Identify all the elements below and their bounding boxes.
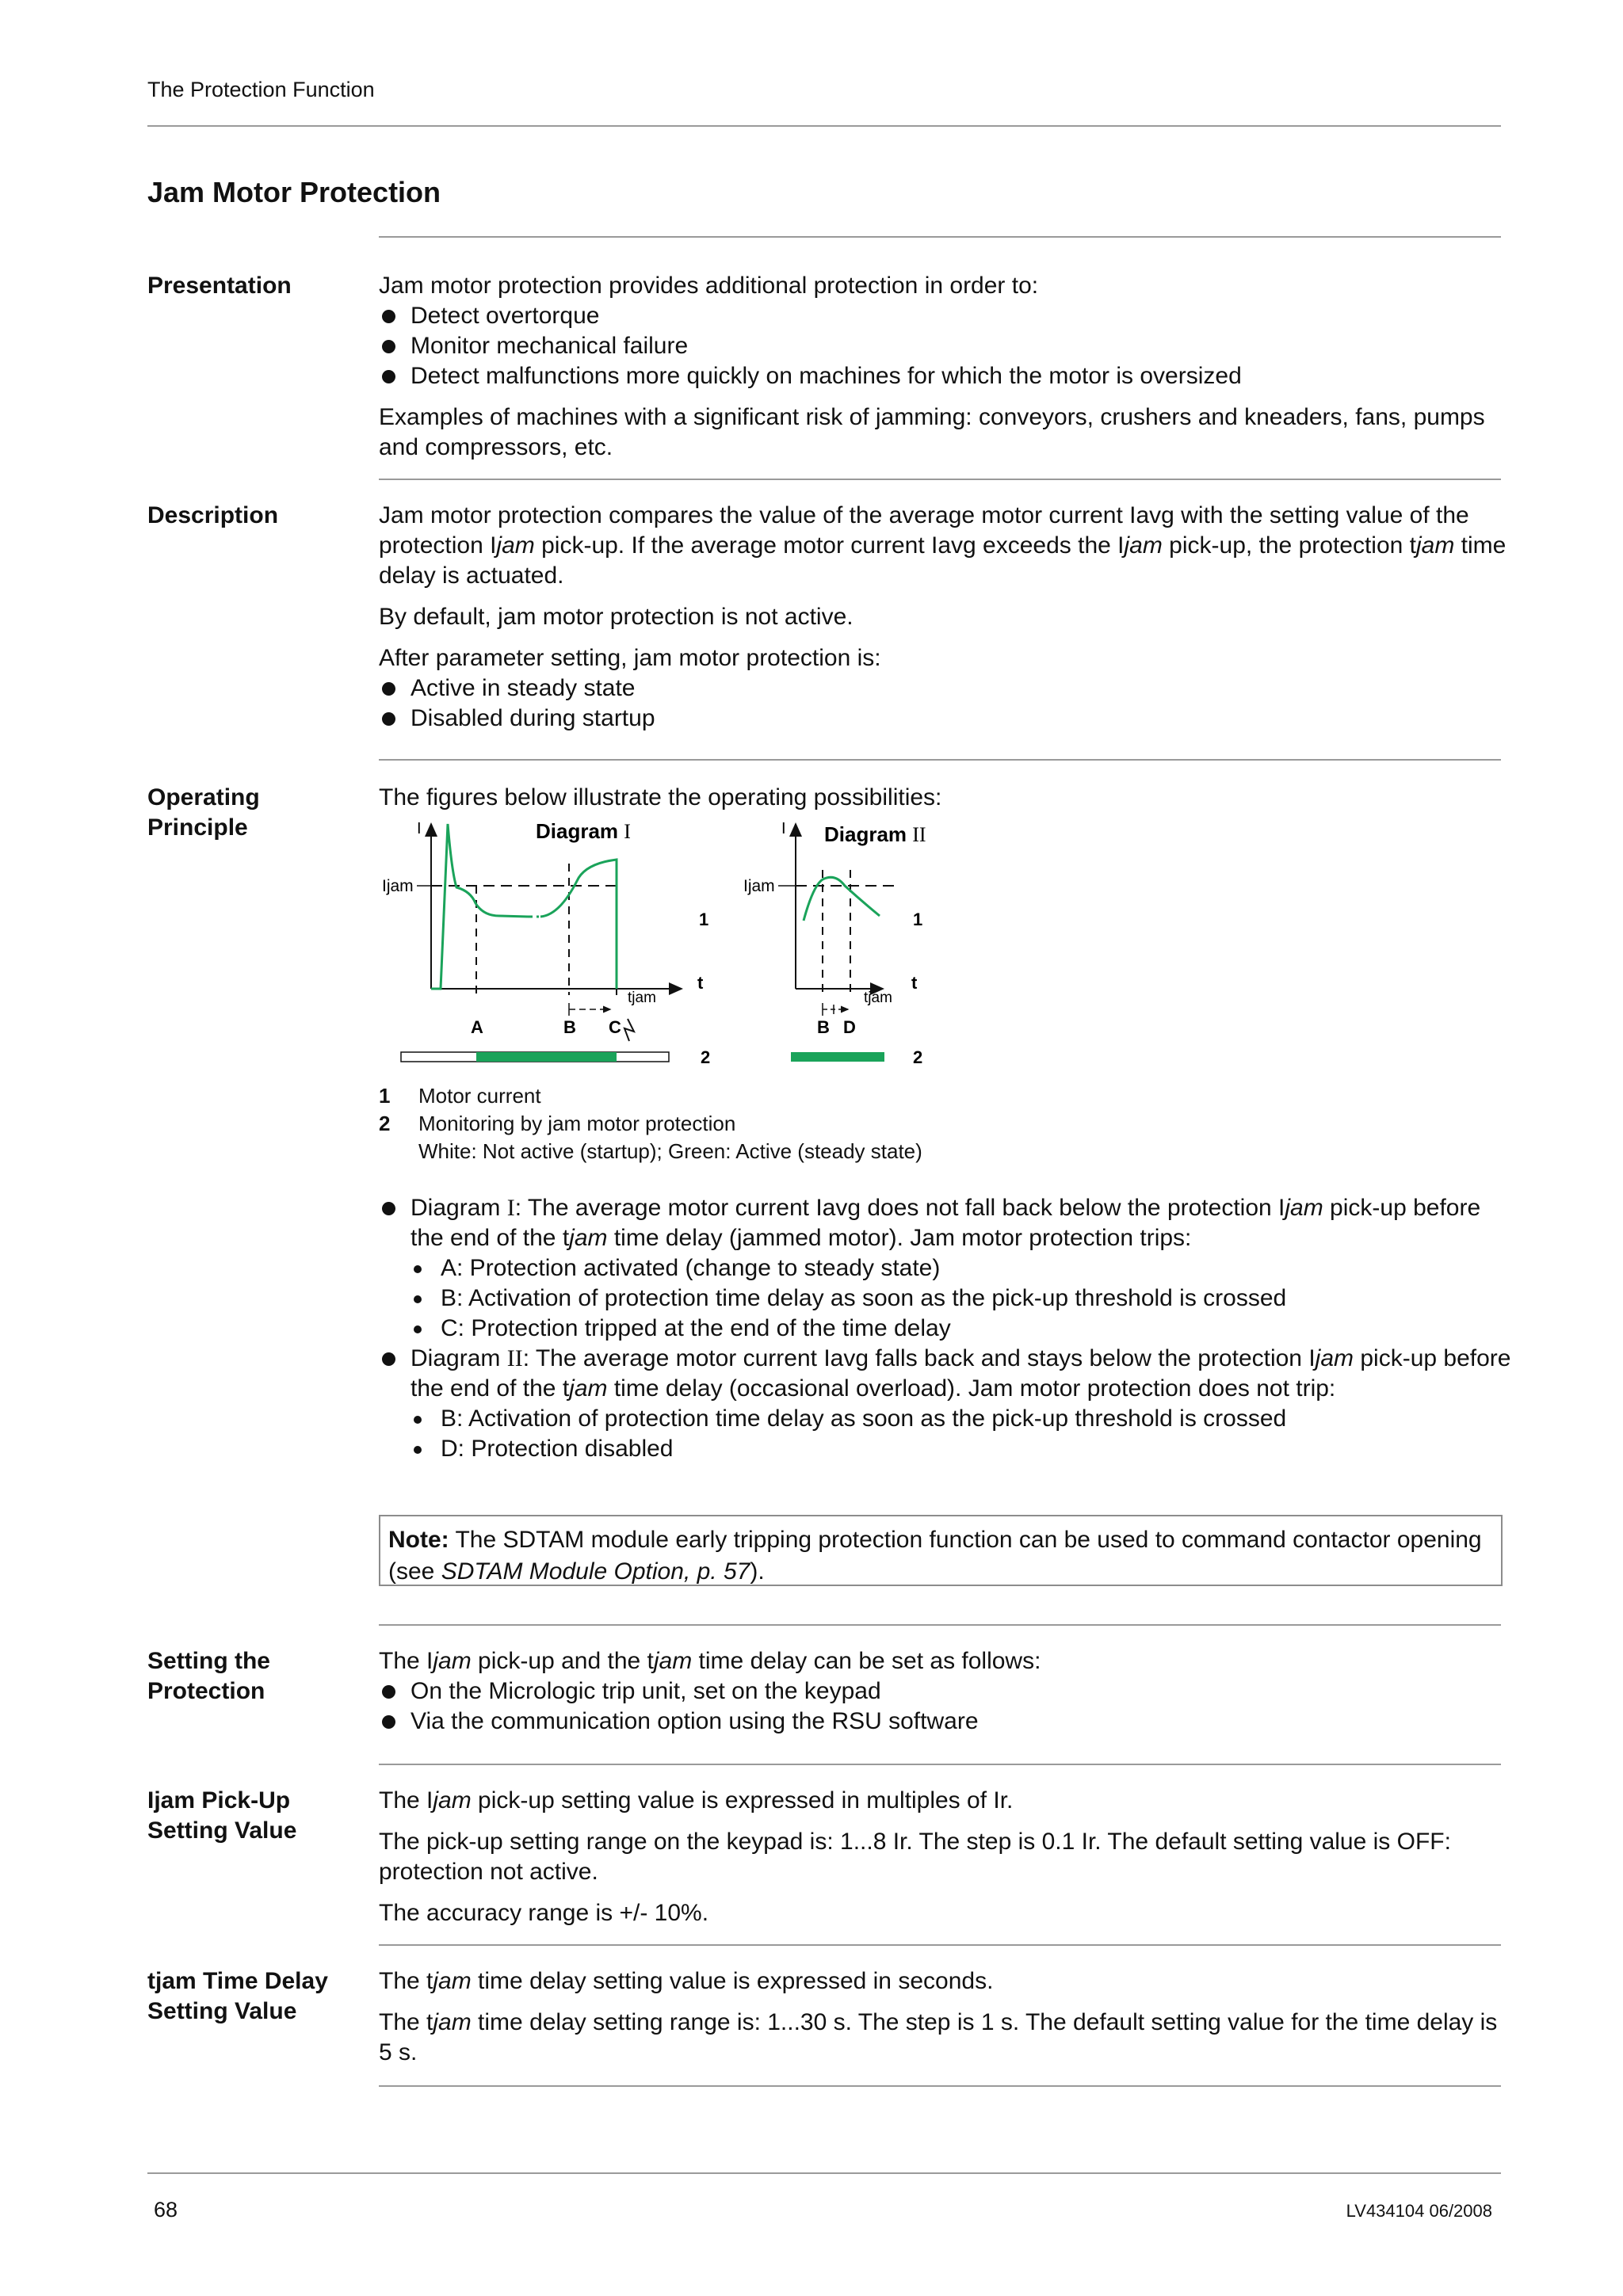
presentation-label: Presentation [147, 273, 292, 299]
list-item: Disabled during startup [379, 704, 1512, 734]
page-title: Jam Motor Protection [147, 176, 441, 208]
diagram1-point-a: A [471, 1017, 483, 1037]
presentation-examples: Examples of machines with a significant risk of jamming: conveyors, crushers and kneaders, fans, pumps and compressors, etc. [379, 404, 1485, 460]
section-rule [379, 1624, 1501, 1626]
diagram1-y-label: I [417, 820, 422, 837]
list-item: Diagram II: The average motor current Iavg falls back and stays below the protection Ijam pick-up before the end of the tjam time delay (occasional overload). Jam motor protection does not trip: B: Activation of protection time delay as soon as the pick-up threshold is crossed D: Protection disabled [379, 1344, 1512, 1464]
operating-intro: The figures below illustrate the operating possibilities: [379, 784, 942, 810]
diagram1-title: Diagram I [536, 819, 631, 843]
setting-bullets [379, 1676, 1512, 1737]
operating-diagrams [372, 816, 975, 1070]
diagram1-ijam-label: Ijam [382, 877, 414, 895]
section-rule [379, 1764, 1501, 1765]
list-item: B: Activation of protection time delay as soon as the pick-up threshold is crossed [411, 1404, 1512, 1434]
list-item: D: Protection disabled [411, 1434, 1512, 1464]
description-label: Description [147, 502, 279, 528]
section-rule [379, 759, 1501, 761]
footer-rule [147, 2172, 1501, 2174]
note-reference: SDTAM Module Option, p. 57 [441, 1558, 750, 1585]
presentation-body [379, 271, 1512, 474]
list-item: On the Micrologic trip unit, set on the keypad [379, 1676, 1512, 1707]
trip-icon [624, 1019, 634, 1041]
description-after-setting: After parameter setting, jam motor protection is: [379, 645, 881, 671]
diagram1-point-c: C [609, 1017, 621, 1037]
diagram1-curve-label: 1 [699, 910, 709, 929]
section-rule [379, 236, 1501, 238]
list-item: Detect overtorque [379, 301, 1512, 331]
setting-body [379, 1646, 1512, 1748]
presentation-intro: Jam motor protection provides additional protection in order to: [379, 273, 1039, 299]
diagram-explanations [379, 1193, 1512, 1475]
list-item: C: Protection tripped at the end of the time delay [411, 1314, 1512, 1344]
note-box: Note: The SDTAM module early tripping protection function can be used to command contactor opening (see SDTAM Module Option, p. 57). [379, 1515, 1503, 1586]
timedelay-body [379, 1966, 1512, 2079]
description-default: By default, jam motor protection is not active. [379, 604, 854, 630]
diagram1-bar-label: 2 [701, 1047, 711, 1067]
document-reference: LV434104 06/2008 [1346, 2201, 1492, 2221]
diagram2-point-b: B [817, 1017, 830, 1037]
list-item: Diagram I: The average motor current Iavg does not fall back below the protection Ijam pick-up before the end of the tjam time delay (jammed motor). Jam motor protection trips: A: Protection activated (change to steady state) B: Activation of protection time delay as soon as the pick-up threshold is crossed C: Protection tripped at the end of the time delay [379, 1193, 1512, 1344]
timedelay-label: tjam Time Delay Setting Value [147, 1968, 328, 2024]
diagram-2 [743, 820, 926, 1067]
presentation-bullets [379, 301, 1512, 391]
setting-intro: The Ijam pick-up and the tjam time delay can be set as follows: [379, 1648, 1041, 1674]
timedelay-paragraph: The tjam time delay setting value is expressed in seconds. [379, 1968, 994, 1994]
section-rule [379, 1944, 1501, 1946]
description-body [379, 501, 1512, 745]
page-number: 68 [154, 2198, 178, 2222]
pickup-body [379, 1786, 1512, 1939]
diagram2-point-d: D [843, 1017, 856, 1037]
diagram2-tjam-label: tjam [864, 990, 892, 1006]
diagram1-sub-list [411, 1253, 1512, 1344]
pickup-range: The pick-up setting range on the keypad is: 1...8 Ir. The step is 0.1 Ir. The default setting value is OFF: protection not active. [379, 1829, 1451, 1885]
diagram2-active-segment [791, 1052, 884, 1062]
diagram2-current-curve [804, 877, 880, 921]
setting-label: Setting the Protection [147, 1648, 270, 1704]
list-item: Monitor mechanical failure [379, 331, 1512, 361]
diagram2-y-label: I [781, 820, 786, 837]
list-item: Detect malfunctions more quickly on machines for which the motor is oversized [379, 361, 1512, 391]
diagram1-active-segment [476, 1052, 617, 1062]
diagram1-t-label: t [697, 973, 704, 993]
diagram1-current-curve [431, 824, 528, 989]
list-item: Via the communication option using the RSU software [379, 1707, 1512, 1737]
section-rule [379, 479, 1501, 480]
pickup-label: Ijam Pick-Up Setting Value [147, 1787, 297, 1844]
section-rule [379, 2085, 1501, 2087]
diagram-explanation-list [379, 1193, 1512, 1464]
diagram-legend: 1 Motor current 2 Monitoring by jam motor protection White: Not active (startup); Green: Active (steady state) [379, 1084, 922, 1163]
diagram2-title: Diagram II [824, 822, 926, 846]
diagram1-tjam-label: tjam [628, 990, 656, 1006]
pickup-paragraph: The Ijam pick-up setting value is expressed in multiples of Ir. [379, 1787, 1014, 1814]
diagram-1 [382, 819, 710, 1067]
list-item: B: Activation of protection time delay as soon as the pick-up threshold is crossed [411, 1283, 1512, 1314]
timedelay-range: The tjam time delay setting range is: 1...30 s. The step is 1 s. The default setting value for the time delay is 5 s. [379, 2009, 1498, 2065]
diagram1-point-b: B [563, 1017, 576, 1037]
description-paragraph: Jam motor protection compares the value of the average motor current Iavg with the setting value of the protection Ijam pick-up. If the average motor current Iavg exceeds the Ijam pick-up, the protection tjam time delay is actuated. [379, 502, 1507, 589]
pickup-accuracy: The accuracy range is +/- 10%. [379, 1900, 709, 1926]
list-item: Active in steady state [379, 673, 1512, 704]
diagram2-curve-label: 1 [913, 910, 923, 929]
diagram2-t-label: t [911, 973, 918, 993]
description-bullets [379, 673, 1512, 734]
header-rule [147, 125, 1501, 127]
diagram2-bar-label: 2 [913, 1047, 923, 1067]
running-header: The Protection Function [147, 78, 375, 101]
operating-label: Operating Principle [147, 784, 260, 841]
diagram2-sub-list [411, 1404, 1512, 1464]
list-item: A: Protection activated (change to steady state) [411, 1253, 1512, 1283]
diagram2-ijam-label: Ijam [743, 877, 775, 895]
